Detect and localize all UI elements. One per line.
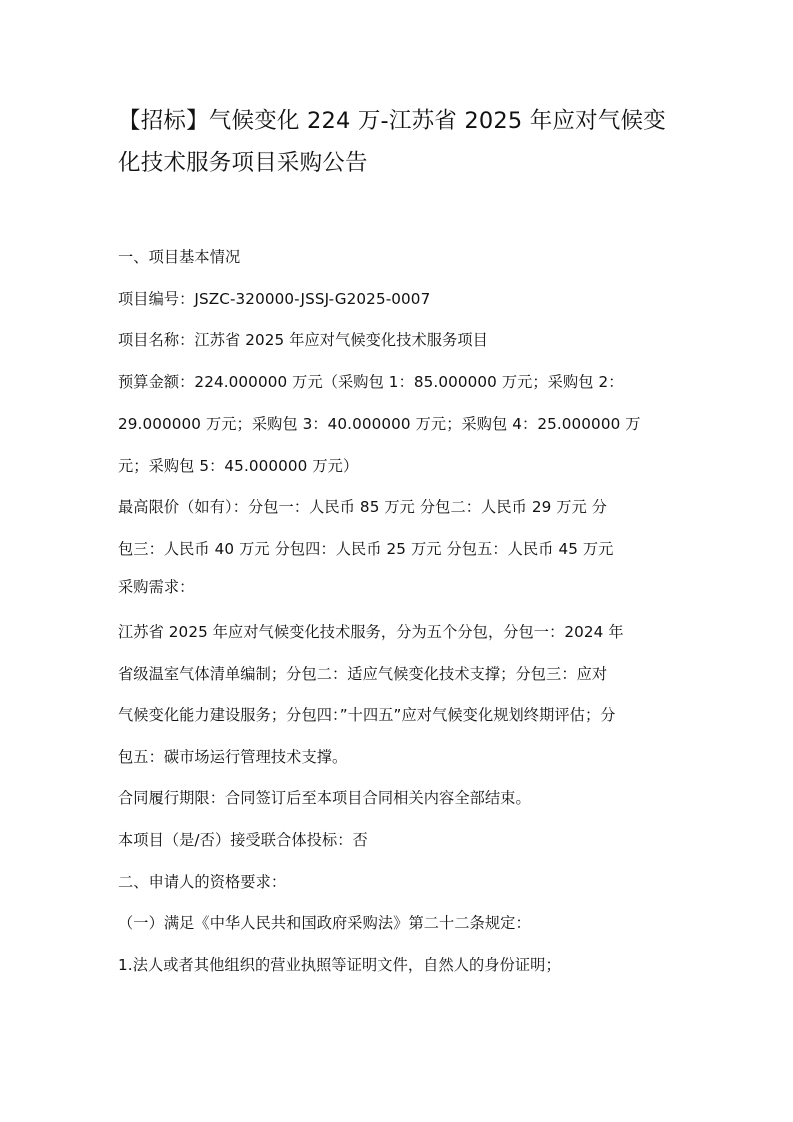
budget-line-1: 预算金额：224.000000 万元（采购包 1：85.000000 万元；采购包 2：: [118, 373, 624, 391]
project-number: 项目编号：JSZC-320000-JSSJ-G2025-0007: [118, 290, 431, 308]
project-name: 项目名称：江苏省 2025 年应对气候变化技术服务项目: [118, 331, 488, 349]
section-heading-basic-info: 一、项目基本情况: [118, 248, 241, 266]
title-line-2: 化技术服务项目采购公告: [118, 150, 368, 176]
requirement-line-1: 江苏省 2025 年应对气候变化技术服务，分为五个分包，分包一：2024 年: [118, 623, 624, 641]
title-line-1: 【招标】气候变化 224 万-江苏省 2025 年应对气候变: [118, 108, 666, 134]
budget-line-3: 元；采购包 5：45.000000 万元）: [118, 457, 359, 475]
requirement-line-3: 气候变化能力建设服务；分包四：”十四五”应对气候变化规划终期评估；分: [118, 706, 616, 724]
section-heading-qualifications: 二、申请人的资格要求：: [118, 873, 287, 891]
contract-period: 合同履行期限：合同签订后至本项目合同相关内容全部结束。: [118, 789, 531, 807]
max-price-line-1: 最高限价（如有）：分包一：人民币 85 万元 分包二：人民币 29 万元 分: [118, 498, 608, 516]
requirement-line-2: 省级温室气体清单编制；分包二：适应气候变化技术支撑；分包三：应对: [118, 665, 608, 683]
requirement-line-4: 包五：碳市场运行管理技术支撑。: [118, 748, 348, 766]
qualification-item-1: 1.法人或者其他组织的营业执照等证明文件，自然人的身份证明；: [118, 956, 561, 974]
budget-line-2: 29.000000 万元；采购包 3：40.000000 万元；采购包 4：25.000000 万: [118, 415, 641, 433]
requirement-label: 采购需求：: [118, 578, 195, 596]
qualification-sub-1: （一）满足《中华人民共和国政府采购法》第二十二条规定：: [118, 914, 531, 932]
max-price-line-2: 包三：人民币 40 万元 分包四：人民币 25 万元 分包五：人民币 45 万元: [118, 540, 614, 558]
consortium-bid: 本项目（是/否）接受联合体投标：否: [118, 831, 368, 849]
document-title: [118, 100, 678, 184]
